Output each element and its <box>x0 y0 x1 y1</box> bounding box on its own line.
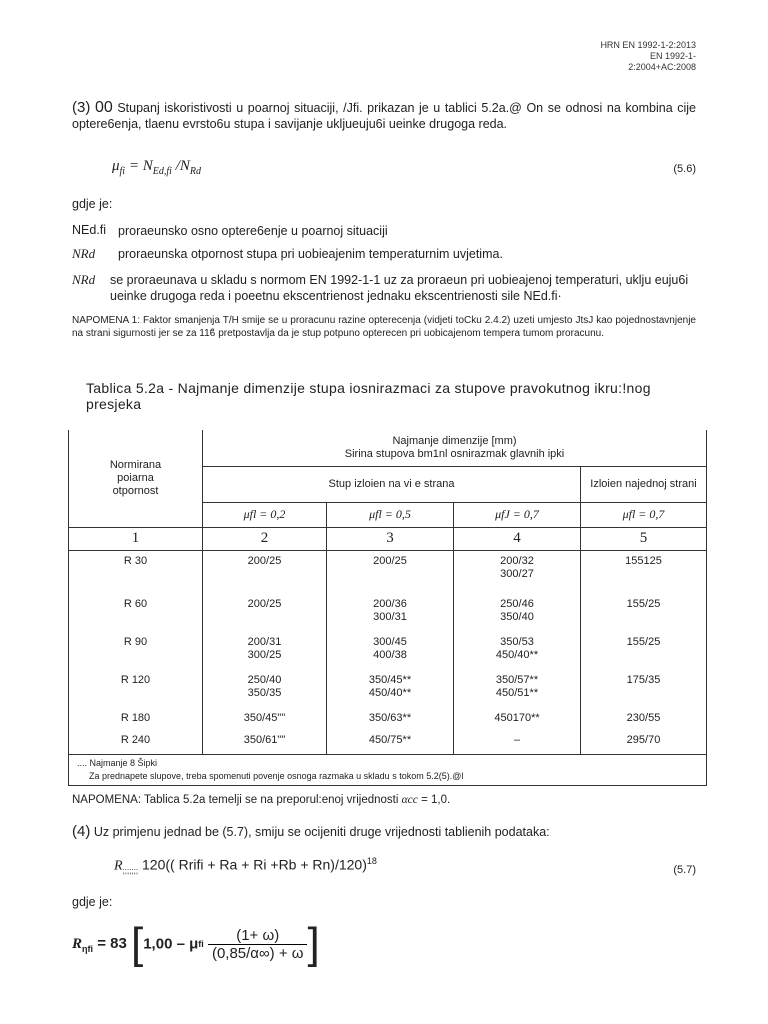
cell-one-side-value: 230/55 <box>626 712 661 724</box>
col-number-3: 3 <box>327 527 454 550</box>
cell-mu-05 <box>327 732 454 754</box>
cell-fire-class-value: R 240 <box>120 734 151 746</box>
cell-mu-02 <box>203 634 327 672</box>
cell-fire-class-value: R 180 <box>120 712 151 724</box>
header-exposed-multiple-sides: Stup izloien na vi e strana <box>203 466 581 502</box>
cell-mu-07-value: 450/40** <box>495 649 539 661</box>
cell-one-side-value: 155/25 <box>626 598 661 610</box>
cell-mu-02 <box>203 672 327 710</box>
paragraph-3 <box>72 100 696 132</box>
cell-one-side-value: 155125 <box>625 554 662 567</box>
cell-mu-05 <box>327 596 454 634</box>
def-text-nrd-2: se proraeunava u skladu s normom EN 1992-1-1 uz za proraeun pri uobieajenoj temperaturi, uklju euju6i ueinke drugoga reda i poeetnu ekscentrienost jednaku ekscentrienosti sile NEd.fi· <box>110 273 689 303</box>
cell-fire-class <box>69 672 203 710</box>
header-min-dimensions-line2: Sirina stupova bm1nl osnirazmak glavnih ipki <box>344 447 565 460</box>
paragraph-3-number: (3) <box>72 99 91 116</box>
where-label-1: gdje je: <box>72 197 113 211</box>
eq57-lhs-sub: ;;;;;;; <box>122 866 139 876</box>
def-symbol-nrd-2: NRd <box>72 272 96 287</box>
eq-mu-sub: fi <box>119 166 126 177</box>
header-fire-resistance-text: Normirana poiarna otpornost <box>109 458 162 497</box>
cell-mu-02 <box>203 596 327 634</box>
cell-mu-02-value: 250/40 <box>247 674 282 686</box>
cell-fire-class-value: R 90 <box>123 636 148 648</box>
cell-mu-02-value: 200/25 <box>247 554 282 567</box>
cell-mu-05-value: 350/45** <box>368 674 412 686</box>
table-row <box>69 550 707 596</box>
cell-mu-07-value: 350/57** <box>495 674 539 686</box>
cell-one-side <box>581 596 707 634</box>
header-exposed-one-side <box>581 466 707 502</box>
mu-label-col2: μfl = 0,2 <box>203 502 327 527</box>
equation-number-5-7: (5.7) <box>673 864 696 876</box>
mu-label-col5: μfl = 0,7 <box>581 502 707 527</box>
table-row <box>69 732 707 754</box>
cell-mu-07 <box>454 672 581 710</box>
mu-label-col4: μfJ = 0,7 <box>454 502 581 527</box>
cell-one-side-value: 175/35 <box>626 674 661 686</box>
note-2-end: = 1,0. <box>421 794 451 806</box>
bracket-right: ] <box>307 919 320 968</box>
cell-fire-class <box>69 634 203 672</box>
cell-mu-07 <box>454 634 581 672</box>
cell-one-side <box>581 634 707 672</box>
eq57-sup: 18 <box>366 856 377 866</box>
bracket-left: [ <box>130 919 144 968</box>
eq57-lhs: R <box>114 858 123 874</box>
def-text-nrd-1: proraeunska otpornost stupa pri uobieajenim temperaturnim uvjetima. <box>118 247 503 261</box>
eq-n2: N <box>179 158 190 174</box>
cell-one-side <box>581 732 707 754</box>
cell-mu-05 <box>327 710 454 732</box>
rnfi-lhs: R <box>72 935 83 952</box>
cell-mu-05-value: 450/40** <box>368 687 412 699</box>
eq-slash: / <box>171 158 180 174</box>
cell-mu-07-value: 200/32 <box>500 554 534 567</box>
cell-fire-class <box>69 550 203 596</box>
cell-mu-07 <box>454 550 581 596</box>
eq-n1: N <box>142 158 153 174</box>
cell-mu-05-value: 400/38 <box>373 649 407 661</box>
standard-ref-line1: HRN EN 1992-1-2:2013 <box>600 40 696 50</box>
note-2 <box>72 792 696 808</box>
equation-5-6 <box>112 158 201 177</box>
col-number-5: 5 <box>581 527 707 550</box>
cell-mu-02-value: 200/31 <box>247 636 282 648</box>
cell-mu-05-value: 200/36 <box>373 598 407 610</box>
cell-mu-07-value: 450/51** <box>495 687 539 699</box>
standard-ref-line2: EN 1992-1- <box>649 51 696 61</box>
def-symbol-ned-fi: NEd.fi <box>72 223 107 237</box>
cell-mu-02-value: 300/25 <box>247 649 282 661</box>
cell-mu-05 <box>327 672 454 710</box>
cell-mu-05-value: 350/63** <box>368 712 412 724</box>
mu-label-col3: μfl = 0,5 <box>327 502 454 527</box>
cell-fire-class-value: R 30 <box>123 554 148 567</box>
eq-mu: μ <box>112 158 120 174</box>
equation-r-nfi <box>72 919 320 968</box>
cell-one-side-value: 155/25 <box>626 636 661 648</box>
header-min-dimensions-line1: Najmanje dimenzije [mm) <box>392 434 517 447</box>
cell-fire-class <box>69 710 203 732</box>
cell-mu-02-value: 350/61"" <box>243 734 286 746</box>
header-min-dimensions <box>203 430 707 466</box>
cell-one-side <box>581 672 707 710</box>
cell-mu-02-value: 350/45"" <box>243 712 286 724</box>
cell-mu-07 <box>454 596 581 634</box>
eq-equals: = <box>125 158 143 174</box>
def-symbol-nrd-1: NRd <box>72 246 96 261</box>
cell-mu-07-value: 250/46 <box>500 598 534 610</box>
rnfi-lhs-sub: ηfi <box>82 943 94 954</box>
cell-fire-class-value: R 60 <box>123 598 148 610</box>
rnfi-fraction <box>208 927 308 962</box>
table-row <box>69 672 707 710</box>
cell-mu-05 <box>327 634 454 672</box>
equation-5-7 <box>114 856 377 875</box>
eq-n2-sub: Rd <box>189 166 201 177</box>
table-footnotes <box>69 754 707 785</box>
rnfi-term: 1,00 – μ <box>143 935 199 953</box>
rnfi-denominator: (0,85/α∞) + ω <box>211 944 304 962</box>
rnfi-coef: = 83 <box>97 934 127 952</box>
eq-n1-sub: Ed,fi <box>152 166 172 177</box>
cell-mu-05-value: 200/25 <box>373 554 407 567</box>
eq57-body: 120(( Rrifi + Ra + Ri +Rb + Rn)/120) <box>142 856 367 873</box>
col-number-4: 4 <box>454 527 581 550</box>
col-number-1: 1 <box>69 527 203 550</box>
cell-mu-07-value: 300/27 <box>500 567 534 580</box>
paragraph-4-text: Uz primjenu jednad be (5.7), smiju se ocijeniti druge vrijednosti tablienih podataka: <box>93 825 550 839</box>
cell-mu-07-value: 350/53 <box>500 636 534 648</box>
note-2-symbol: αcc <box>401 794 418 806</box>
cell-mu-07 <box>454 710 581 732</box>
cell-mu-05 <box>327 550 454 596</box>
def-text-ned-fi: proraeunsko osno optere6enje u poarnoj situaciji <box>118 224 388 238</box>
paragraph-3-text: Stupanj iskoristivosti u poarnoj situaciji, /Jfi. prikazan je u tablici 5.2a.@ On se odnosi na kombina cije optere6enja, tlaenu evrsto6u stupa i savijanje ukljueuju6i ueinke drugoga reda. <box>72 101 696 131</box>
table-row <box>69 634 707 672</box>
cell-fire-class-value: R 120 <box>120 674 151 686</box>
min-dimensions-table <box>68 430 707 786</box>
footnote-2: Za prednapete slupove, treba spomenuti povenje osnoga razmaka u skladu s tokom 5.2(5).@l <box>89 770 464 781</box>
cell-one-side <box>581 710 707 732</box>
cell-mu-02-value: 350/35 <box>247 687 282 699</box>
cell-one-side <box>581 550 707 596</box>
cell-mu-05-value: 300/31 <box>373 611 407 623</box>
table-caption: Tablica 5.2a - Najmanje dimenzije stupa iosnirazmaci za stupove pravokutnog ikru:!nog presjeka <box>86 380 651 412</box>
rnfi-numerator: (1+ ω) <box>208 927 308 945</box>
footnote-1: .... Najmanje 8 Šipki <box>77 757 158 768</box>
where-label-2: gdje je: <box>72 895 113 909</box>
cell-mu-07-value: – <box>513 734 521 746</box>
cell-mu-02 <box>203 710 327 732</box>
paragraph-3-marker: 00 <box>94 99 113 116</box>
cell-mu-05-value: 300/45 <box>373 636 407 648</box>
table-row <box>69 596 707 634</box>
cell-mu-05-value: 450/75** <box>368 734 412 746</box>
col-number-2: 2 <box>203 527 327 550</box>
cell-fire-class <box>69 732 203 754</box>
equation-number-5-6: (5.6) <box>673 163 696 175</box>
cell-mu-02 <box>203 732 327 754</box>
cell-one-side-value: 295/70 <box>626 734 661 746</box>
note-2-text: NAPOMENA: Tablica 5.2a temelji se na preporul:enoj vrijednosti <box>72 794 399 806</box>
paragraph-4 <box>72 824 696 840</box>
note-1: NAPOMENA 1: Faktor smanjenja T/H smije se u proracunu razine opterecenja (vidjeti toCku 2.4.2) uzeti umjesto JtsJ kao pojednostavnjenje na strani sigurnosti jer se za 11ϐ pretpostavlja da je stup potpuno opterecen pri uobicajenom tempera tumom proracunu. <box>72 315 696 339</box>
cell-mu-07-value: 350/40 <box>500 611 534 623</box>
table-row <box>69 710 707 732</box>
header-fire-resistance <box>69 430 203 527</box>
cell-mu-02-value: 200/25 <box>247 598 282 610</box>
cell-mu-07-value: 450170** <box>494 712 540 724</box>
cell-mu-07 <box>454 732 581 754</box>
paragraph-4-number: (4) <box>72 823 91 840</box>
cell-fire-class <box>69 596 203 634</box>
header-exposed-one-side-text: Izloien najednoj strani <box>590 477 697 490</box>
cell-mu-02 <box>203 550 327 596</box>
standard-ref-line3: 2:2004+AC:2008 <box>628 62 696 72</box>
rnfi-term-sub: fi <box>198 939 204 949</box>
standard-reference <box>496 40 696 73</box>
